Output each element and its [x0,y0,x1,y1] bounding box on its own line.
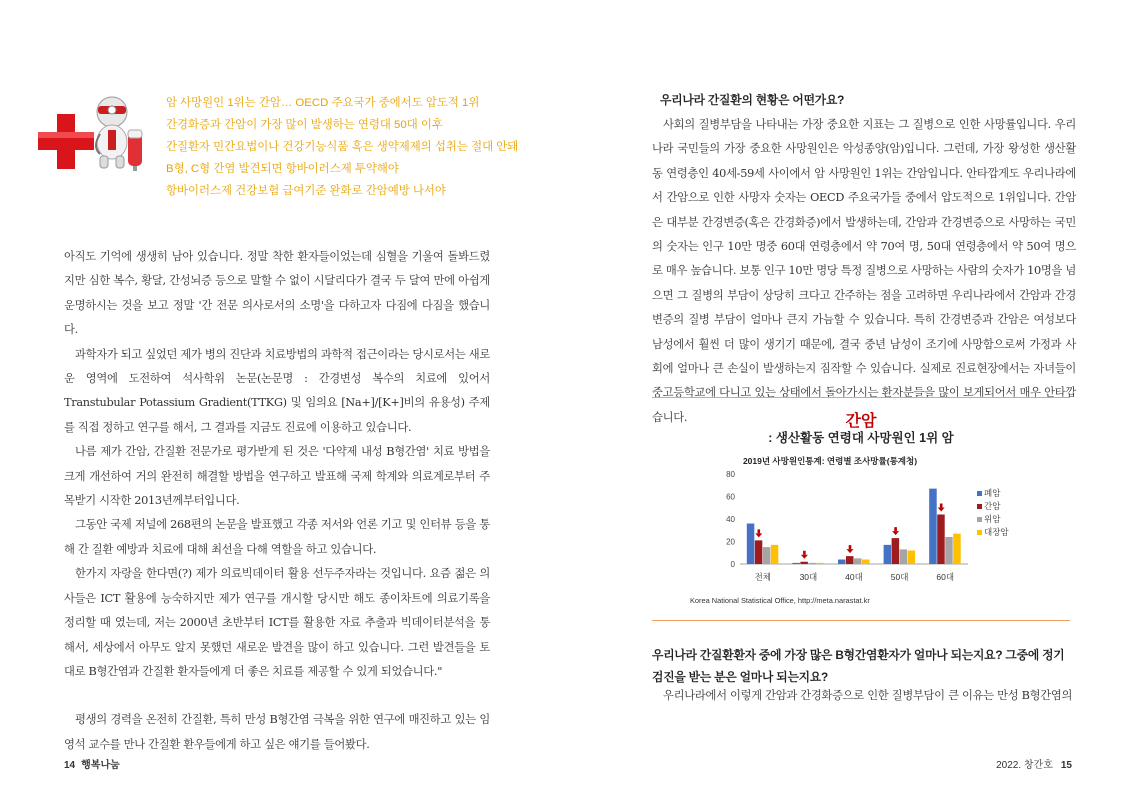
headline-item: 간질환자 민간요법이나 건강기능식품 혹은 생약제제의 섭취는 절대 안돼 [166,141,519,153]
bar [900,549,908,564]
y-tick-label: 40 [726,515,735,524]
highlight-arrow [755,533,762,537]
highlight-arrow [758,529,761,533]
chart-heading-title: 간암 [845,413,877,430]
x-tick-label: 30대 [799,572,818,582]
bar-chart [690,452,1050,592]
y-tick-label: 0 [730,560,735,569]
y-tick-label: 80 [726,470,735,479]
legend-swatch [977,530,982,535]
bar [808,563,816,564]
footer-left [64,756,120,771]
syringe-icon [128,130,142,171]
headline-item: 간경화증과 간암이 가장 많이 발생하는 연령대 50대 이후 [166,119,443,131]
red-cross-icon [38,114,94,169]
highlight-arrow [940,504,943,508]
magazine-name: 행복나눔 [81,760,120,771]
question-heading-1: 우리나라 간질환의 현황은 어떤가요? [660,93,845,107]
article-closing-paragraph: 평생의 경력을 온전히 간질환, 특히 만성 B형간염 극복을 위한 연구에 매진하고 있는 임영석 교수를 만나 간질환 환우들에게 하고 싶은 얘기를 들어봤다. [64,713,490,751]
highlight-arrow [847,549,854,553]
article-paragraph: 나름 제가 간암, 간질환 전문가로 평가받게 된 것은 '다약제 내성 B형간염' 치료 방법을 크게 개선하여 거의 완전히 해결할 방법을 연구하고 발표해 국제 학계와 의료계로부터 주목받기 시작한 2013년께부터입니다. [64,445,490,508]
y-tick-label: 20 [726,537,735,547]
highlight-arrow [892,531,899,535]
answer-text: 사회의 질병부담을 나타내는 가장 중요한 지표는 그 질병으로 인한 사망률입니다. 우리나라 국민들의 가장 중요한 사망원인은 악성종양(암)입니다. 그런데, 가장 왕성한 생산활동 연령층인 40세-59세 사이에서 암 사망원인 1위는 간암입니다. 안타깝게도 우리나라에서 간암으로 인한 사망자 숫자는 OECD 주요국가들 중에서 압도적으로 1위입니다. 간암은 대부분 간경변증(혹은 간경화증)에서 발생하는데, 간암과 간경변증으로 사망하는 국민의 숫자는 인구 10만 명중 60대 연령층에서 약 70여 명, 50대 연령층에서 약 50여 명으로 매우 높습니다. 보통 인구 10만 명당 특정 질병으로 사망하는 사람의 숫자가 10명을 넘으면 그 질병의 부담이 상당히 크다고 간주하는 점을 고려하면 우리나라에서 간암과 간경변증의 질병 부담이 얼마나 큰지 가늠할 수 있습니다. 특히 간경변증과 간암은 여성보다 남성에서 훨씬 더 많이 생기기 때문에, 결국 중년 남성이 조기에 사망함으로써 가정과 사회에 얼마나 큰 손실이 발생하는지 짐작할 수 있습니다. 실제로 진료현장에서는 자녀들이 중고등학교에 다니고 있는 상태에서 돌아가시는 환자분들을 많이 보게되어서 매우 안타깝습니다. [652,118,1076,424]
article-paragraph: 한가지 자랑을 한다면(?) 제가 의료빅데이터 활용 선두주자라는 것입니다. 요즘 젊은 의사들은 ICT 활용에 능숙하지만 제가 연구를 개시할 당시만 해도 종이차트에 의료기록을 정리할 때 였는데, 저는 2000년 초반부터 ICT를 활용한 자료 추출과 빅데이터분석을 통해서, 세상에서 아무도 알지 못했던 새로운 발견을 많이 하고 있습니다. 그런 발견들을 토대로 B형간염과 간질환 환자들에게 더 좋은 치료를 제공할 수 있게 되었습니다." [64,567,490,678]
legend-label: 폐암 [984,488,1001,498]
page-number-left: 14 [64,760,76,771]
doctor-mascot-illustration [30,92,160,172]
page-number-right: 15 [1060,760,1072,771]
bar [846,556,854,564]
legend-label: 간암 [984,501,1001,511]
article-paragraph: 그동안 국제 저널에 268편의 논문을 발표했고 각종 저서와 언론 기고 및 인터뷰 등을 통해 간 질환 예방과 치료에 대해 최선을 다해 역할을 하고 있습니다. [64,518,490,556]
bar [763,547,771,564]
legend-swatch [977,491,982,496]
legend-label: 대장암 [984,527,1009,537]
bar [800,562,808,564]
bar [892,538,900,564]
answer-paragraph-1 [652,113,1076,430]
bar [884,545,892,564]
highlight-arrow [938,508,945,512]
divider-bottom [652,620,1070,621]
bar [747,524,755,565]
footer-right [996,756,1072,771]
x-tick-label: 50대 [890,572,909,582]
x-tick-label: 40대 [845,572,863,582]
chart-source: Korea National Statistical Office, http://meta.narastat.kr [690,596,870,605]
headline-item: 암 사망원인 1위는 간암… OECD 주요국가 중에서도 압도적 1위 [166,97,480,109]
bar [792,563,800,564]
chart-title: 2019년 사망원인통계: 연령별 조사망률(통계청) [742,456,918,466]
x-tick-label: 60대 [936,572,955,582]
headline-list [166,92,526,202]
highlight-arrow [849,545,852,549]
bar [929,489,937,564]
highlight-arrow [801,555,808,559]
issue-label: 2022. 창간호 [996,760,1053,771]
question-heading-2: 우리나라 간질환환자 중에 가장 많은 B형간염환자가 얼마나 되는지요? 그중에 정기검진을 받는 분은 얼마나 되는지요? [652,648,1065,684]
bar [908,551,916,565]
headline-item: B형, C형 간염 발견되면 항바이러스제 투약해야 [166,163,399,175]
x-tick-label: 전체 [754,572,772,582]
answer-text: 우리나라에서 이렇게 간암과 간경화증으로 인한 질병부담이 큰 이유는 만성 B형간염의 [663,689,1073,702]
legend-swatch [977,504,982,509]
bar [854,558,862,564]
highlight-arrow [894,527,897,531]
bar [937,515,945,565]
answer-paragraph-2 [652,684,1076,708]
article-paragraph: 과학자가 되고 싶었던 제가 병의 진단과 치료방법의 과학적 접근이라는 당시로서는 새로운 영역에 도전하여 석사학위 논문(논문명 : 간경변성 복수의 치료에 있어서 Transtubular Potassium Gradient(TTKG) 및 임의요 [Na+]/[K+]비의 유용성) 주제를 직접 정하고 연구를 해서, 그 결과를 지금도 진료에 이용하고 있습니다. [64,347,490,434]
chart-heading-subtitle: : 생산활동 연령대 사망원인 1위 암 [768,431,954,445]
bar [755,540,763,564]
bar [771,545,779,564]
bar [953,534,961,564]
doctor-figure [96,97,127,168]
divider-top [652,397,1070,398]
bar [862,560,870,565]
article-paragraph: 아직도 기억에 생생히 남아 있습니다. 정말 착한 환자들이었는데 심혈을 기울여 돌봐드렸지만 심한 복수, 황달, 간성뇌증 등으로 말할 수 없이 시달리다가 결국 두 달여 만에 아쉽게 운명하시는 것을 보고 정말 '간 전문 의사로서의 소명'을 다하고자 다짐에 다짐을 했습니다. [64,250,490,337]
legend-swatch [977,517,982,522]
left-column-article [64,245,490,757]
bar [816,563,824,564]
headline-item: 항바이러스제 건강보험 급여기준 완화로 간암예방 나서야 [166,185,446,197]
legend-label: 위암 [984,514,1001,524]
bar [838,560,846,565]
bar [945,537,953,564]
y-tick-label: 60 [726,492,735,502]
highlight-arrow [803,551,806,555]
